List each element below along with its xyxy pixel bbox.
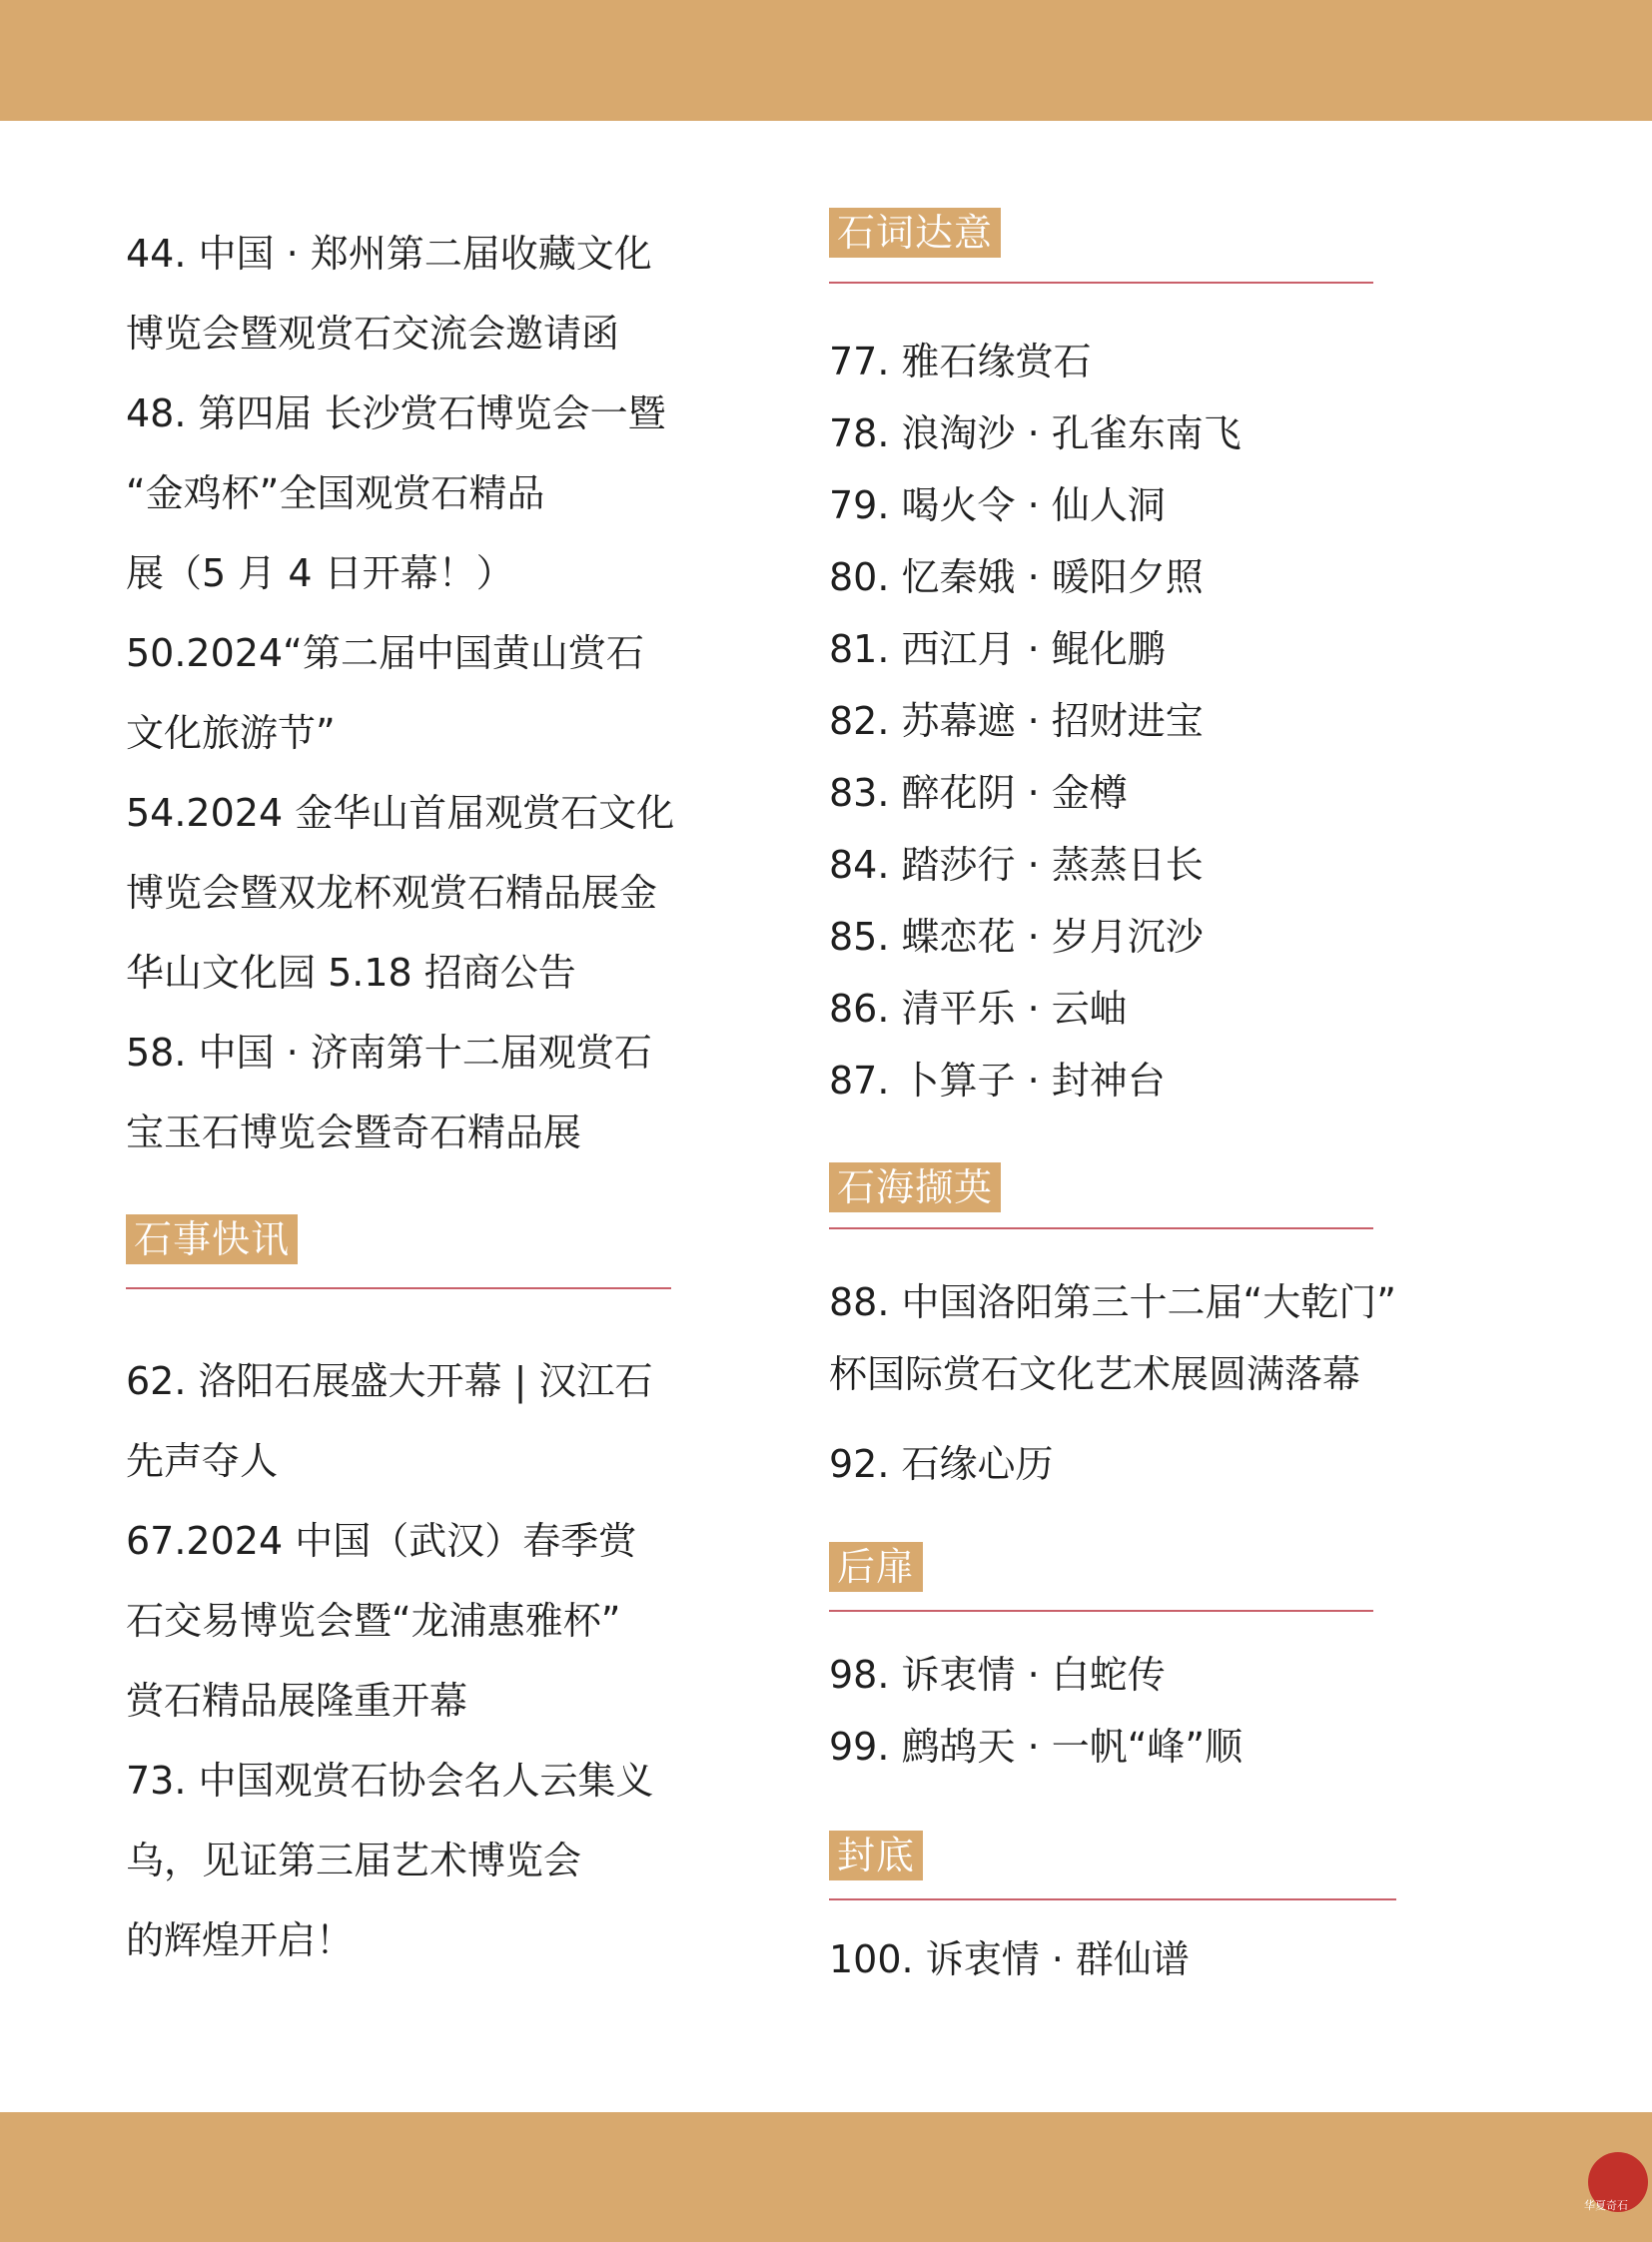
toc-entry-86[interactable]: 86. 清平乐 · 云岫 xyxy=(829,987,1128,1031)
toc-line: 44. 中国 · 郑州第二届收藏文化 xyxy=(126,232,652,276)
toc-line: 88. 中国洛阳第三十二届“大乾门” xyxy=(829,1280,1396,1324)
toc-line: 62. 洛阳石展盛大开幕 | 汉江石 xyxy=(126,1359,653,1403)
toc-entry-98[interactable]: 98. 诉衷情 · 白蛇传 xyxy=(829,1653,1166,1697)
toc-line: 赏石精品展隆重开幕 xyxy=(126,1679,468,1723)
toc-entry-99[interactable]: 99. 鹧鸪天 · 一帆“峰”顺 xyxy=(829,1725,1243,1769)
toc-entry-73[interactable] xyxy=(126,1741,654,1980)
toc-line: 杯国际赏石文化艺术展圆满落幕 xyxy=(829,1352,1361,1396)
toc-entry-92[interactable] xyxy=(829,1428,1054,1500)
toc-line: 博览会暨双龙杯观赏石精品展金 xyxy=(126,871,658,915)
toc-entry-81[interactable]: 81. 西江月 · 鲲化鹏 xyxy=(829,627,1166,671)
toc-entry-83[interactable]: 83. 醉花阴 · 金樽 xyxy=(829,771,1128,815)
toc-line: 92. 石缘心历 xyxy=(829,1442,1054,1486)
toc-list-houfei xyxy=(829,1639,1242,1783)
toc-entry-80[interactable]: 80. 忆秦娥 · 暖阳夕照 xyxy=(829,555,1204,599)
toc-line: 文化旅游节” xyxy=(126,711,336,755)
top-banner xyxy=(0,0,1652,121)
section-divider xyxy=(829,282,1373,284)
toc-entry-44[interactable] xyxy=(126,214,652,374)
toc-entry-84[interactable]: 84. 踏莎行 · 蒸蒸日长 xyxy=(829,843,1204,887)
toc-entry-85[interactable]: 85. 蝶恋花 · 岁月沉沙 xyxy=(829,915,1204,959)
toc-entry-62[interactable] xyxy=(126,1341,652,1501)
toc-entry-77[interactable]: 77. 雅石缘赏石 xyxy=(829,340,1092,383)
section-title-fengdi: 封底 xyxy=(829,1831,923,1880)
toc-entry-79[interactable]: 79. 喝火令 · 仙人洞 xyxy=(829,483,1166,527)
toc-line: 48. 第四届 长沙赏石博览会一暨 xyxy=(126,391,666,435)
toc-entry-54[interactable] xyxy=(126,773,674,1013)
section-title-houfei: 后扉 xyxy=(829,1542,923,1592)
bottom-banner xyxy=(0,2112,1652,2242)
toc-line: 华山文化园 5.18 招商公告 xyxy=(126,951,576,995)
toc-entry-82[interactable]: 82. 苏幕遮 · 招财进宝 xyxy=(829,699,1204,743)
toc-entry-67[interactable] xyxy=(126,1501,636,1741)
section-divider xyxy=(829,1610,1373,1612)
toc-line: 先声夺人 xyxy=(126,1439,279,1483)
section-divider xyxy=(829,1898,1396,1900)
toc-line: 宝玉石博览会暨奇石精品展 xyxy=(126,1111,582,1154)
toc-line: 58. 中国 · 济南第十二届观赏石 xyxy=(126,1031,652,1075)
section-divider xyxy=(126,1287,671,1289)
toc-line: 石交易博览会暨“龙浦惠雅杯” xyxy=(126,1599,621,1643)
toc-list-shici xyxy=(829,326,1241,1117)
toc-line: “金鸡杯”全国观赏石精品 xyxy=(126,471,545,515)
section-title-shishi-kuaixun: 石事快讯 xyxy=(126,1214,298,1264)
toc-entry-78[interactable]: 78. 浪淘沙 · 孔雀东南飞 xyxy=(829,411,1241,455)
toc-entry-100[interactable]: 100. 诉衷情 · 群仙谱 xyxy=(829,1937,1190,1981)
toc-line: 乌，见证第三届艺术博览会 xyxy=(126,1839,582,1882)
toc-entry-50[interactable] xyxy=(126,613,644,773)
logo-text: 华夏奇石 xyxy=(1584,2199,1628,2212)
toc-line: 54.2024 金华山首届观赏石文化 xyxy=(126,791,675,835)
section-title-shici-dayi: 石词达意 xyxy=(829,208,1001,258)
toc-line: 的辉煌开启！ xyxy=(126,1918,355,1962)
toc-line: 67.2024 中国（武汉）春季赏 xyxy=(126,1519,637,1563)
toc-entry-58[interactable] xyxy=(126,1013,652,1172)
section-divider xyxy=(829,1227,1373,1229)
section-title-shihai-xieying: 石海撷英 xyxy=(829,1162,1001,1212)
toc-line: 73. 中国观赏石协会名人云集义 xyxy=(126,1759,654,1803)
toc-entry-48[interactable] xyxy=(126,374,666,613)
toc-line: 展（5 月 4 日开幕！） xyxy=(126,551,514,595)
toc-line: 博览会暨观赏石交流会邀请函 xyxy=(126,312,620,356)
toc-line: 50.2024“第二届中国黄山赏石 xyxy=(126,631,644,675)
toc-list-fengdi xyxy=(829,1923,1190,1995)
toc-entry-87[interactable]: 87. 卜算子 · 封神台 xyxy=(829,1059,1166,1103)
toc-entry-88[interactable] xyxy=(829,1266,1396,1410)
